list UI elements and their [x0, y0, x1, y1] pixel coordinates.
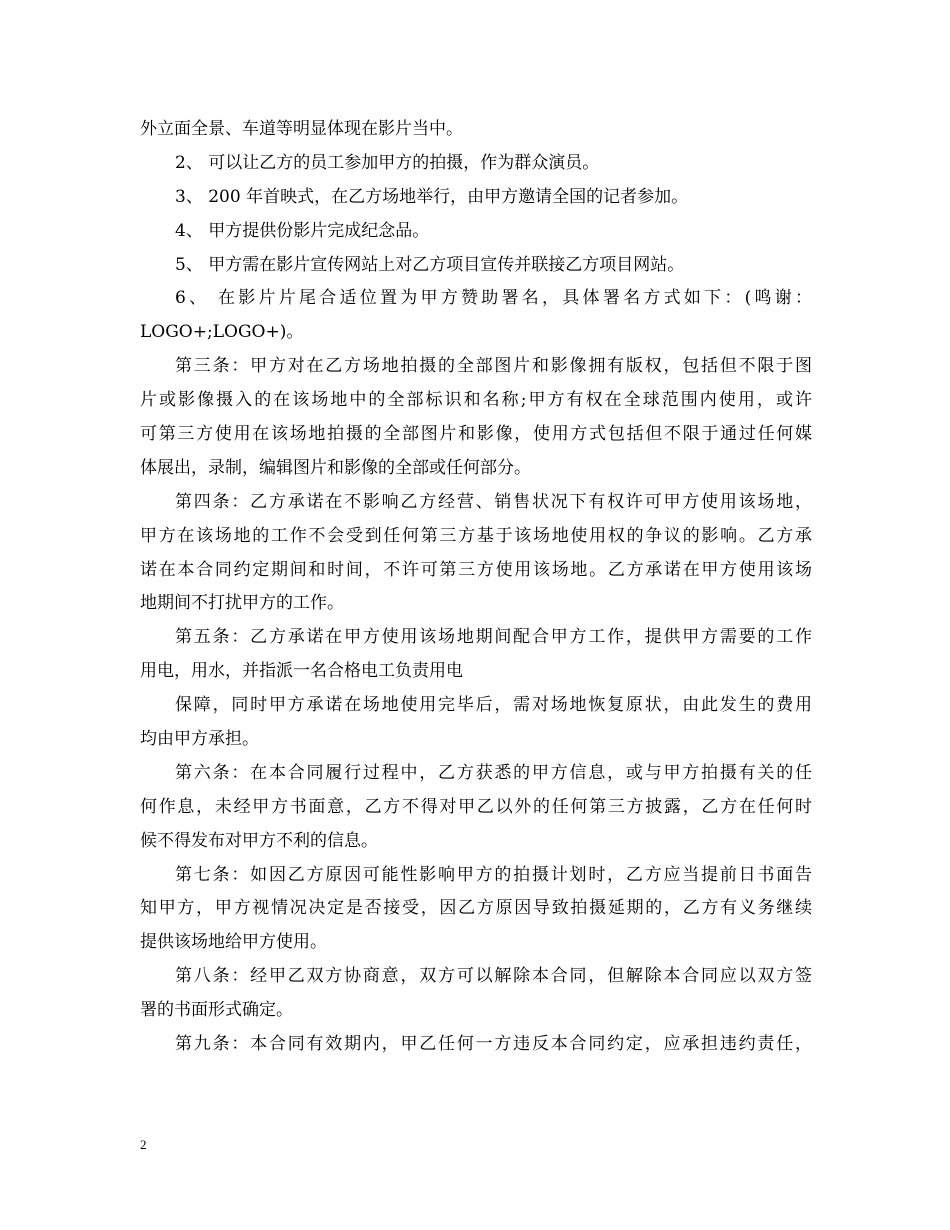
- text-line: 用电，用水，并指派一名合格电工负责用电: [140, 661, 463, 682]
- text-line: 外立面全景、车道等明显体现在影片当中。: [140, 119, 463, 139]
- text-line: 第四条：乙方承诺在不影响乙方经营、销售状况下有权许可甲方使用该场地，: [175, 491, 812, 512]
- text-line: 第八条：经甲乙双方协商意，双方可以解除本合同，但解除本合同应以双方签: [175, 966, 812, 987]
- text-line: 2、 可以让乙方的员工参加甲方的拍摄，作为群众演员。: [175, 152, 600, 173]
- text-line: 何作息，未经甲方书面意，乙方不得对甲乙以外的任何第三方披露，乙方在任何时: [140, 796, 812, 817]
- text-line: 甲方在该场地的工作不会受到任何第三方基于该场地使用权的争议的影响。乙方承: [140, 525, 812, 546]
- text-line: 知甲方，甲方视情况决定是否接受，因乙方原因导致拍摄延期的，乙方有义务继续: [140, 898, 812, 919]
- text-line: 4、 甲方提供份影片完成纪念品。: [175, 220, 430, 241]
- text-line: 3、 200 年首映式，在乙方场地举行，由甲方邀请全国的记者参加。: [175, 186, 689, 207]
- text-line: 候不得发布对甲方不利的信息。: [140, 830, 378, 851]
- text-line: 第七条：如因乙方原因可能性影响甲方的拍摄计划时，乙方应当提前日书面告: [175, 864, 812, 885]
- text-line: 诺在本合同约定期间和时间，不许可第三方使用该场地。乙方承诺在甲方使用该场: [140, 559, 812, 580]
- text-line: 第三条：甲方对在乙方场地拍摄的全部图片和影像拥有版权，包括但不限于图: [175, 356, 812, 377]
- text-line: 体展出，录制，编辑图片和影像的全部或任何部分。: [140, 457, 531, 478]
- text-line: 5、 甲方需在影片宣传网站上对乙方项目宣传并联接乙方项目网站。: [175, 254, 685, 275]
- text-line: 6、 在影片片尾合适位置为甲方赞助署名，具体署名方式如下：(鸣谢：: [175, 288, 812, 309]
- text-line: 第九条：本合同有效期内，甲乙任何一方违反本合同约定，应承担违约责任，: [175, 1034, 812, 1055]
- text-line: 保障，同时甲方承诺在场地使用完毕后，需对场地恢复原状，由此发生的费用: [175, 695, 812, 716]
- document-body: [140, 113, 812, 1062]
- text-line: 第五条：乙方承诺在甲方使用该场地期间配合甲方工作，提供甲方需要的工作: [175, 627, 812, 648]
- text-line: 第六条：在本合同履行过程中，乙方获悉的甲方信息，或与甲方拍摄有关的任: [175, 762, 812, 783]
- text-line: 均由甲方承担。: [140, 729, 259, 750]
- text-line: 署的书面形式确定。: [140, 1000, 293, 1021]
- text-line: 可第三方使用在该场地拍摄的全部图片和影像，使用方式包括但不限于通过任何媒: [140, 424, 812, 445]
- page-number: 2: [140, 1137, 147, 1152]
- text-line: 提供该场地给甲方使用。: [140, 932, 327, 953]
- text-line: 片或影像摄入的在该场地中的全部标识和名称;甲方有权在全球范围内使用，或许: [140, 390, 812, 411]
- text-line: 地期间不打扰甲方的工作。: [140, 593, 344, 614]
- text-line: LOGO+;LOGO+)。: [140, 322, 304, 343]
